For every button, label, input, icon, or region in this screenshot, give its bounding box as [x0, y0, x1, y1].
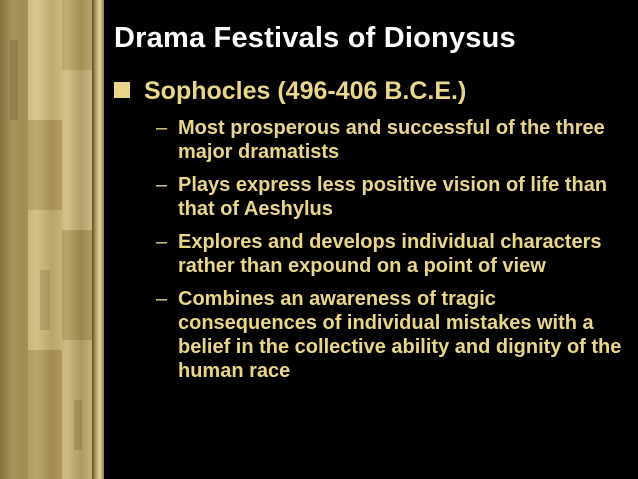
dash-bullet-icon: – [156, 231, 168, 253]
list-item-text: Most prosperous and successful of the three major dramatists [178, 117, 605, 163]
main-bullet [114, 77, 466, 106]
dash-bullet-icon: – [156, 174, 168, 196]
square-bullet-icon [114, 82, 130, 98]
slide-content [104, 0, 638, 479]
sub-bullet-list [156, 116, 636, 392]
border-edge-strip [92, 0, 104, 479]
slide-title: Drama Festivals of Dionysus [114, 22, 516, 54]
list-item [156, 230, 636, 278]
dash-bullet-icon: – [156, 288, 168, 310]
decorative-gold-border [0, 0, 104, 479]
list-item-text: Plays express less positive vision of life than that of Aeshylus [178, 174, 608, 220]
dash-bullet-icon: – [156, 117, 168, 139]
main-bullet-text: Sophocles (496-406 B.C.E.) [144, 77, 467, 105]
list-item-text: Combines an awareness of tragic consequences of individual mistakes with a belief in the collective ability and dignity of the human race [178, 288, 622, 382]
list-item-text: Explores and develops individual characters rather than expound on a point of view [178, 231, 602, 277]
list-item [156, 173, 636, 221]
list-item [156, 287, 636, 383]
border-pattern [0, 0, 104, 479]
list-item [156, 116, 636, 164]
